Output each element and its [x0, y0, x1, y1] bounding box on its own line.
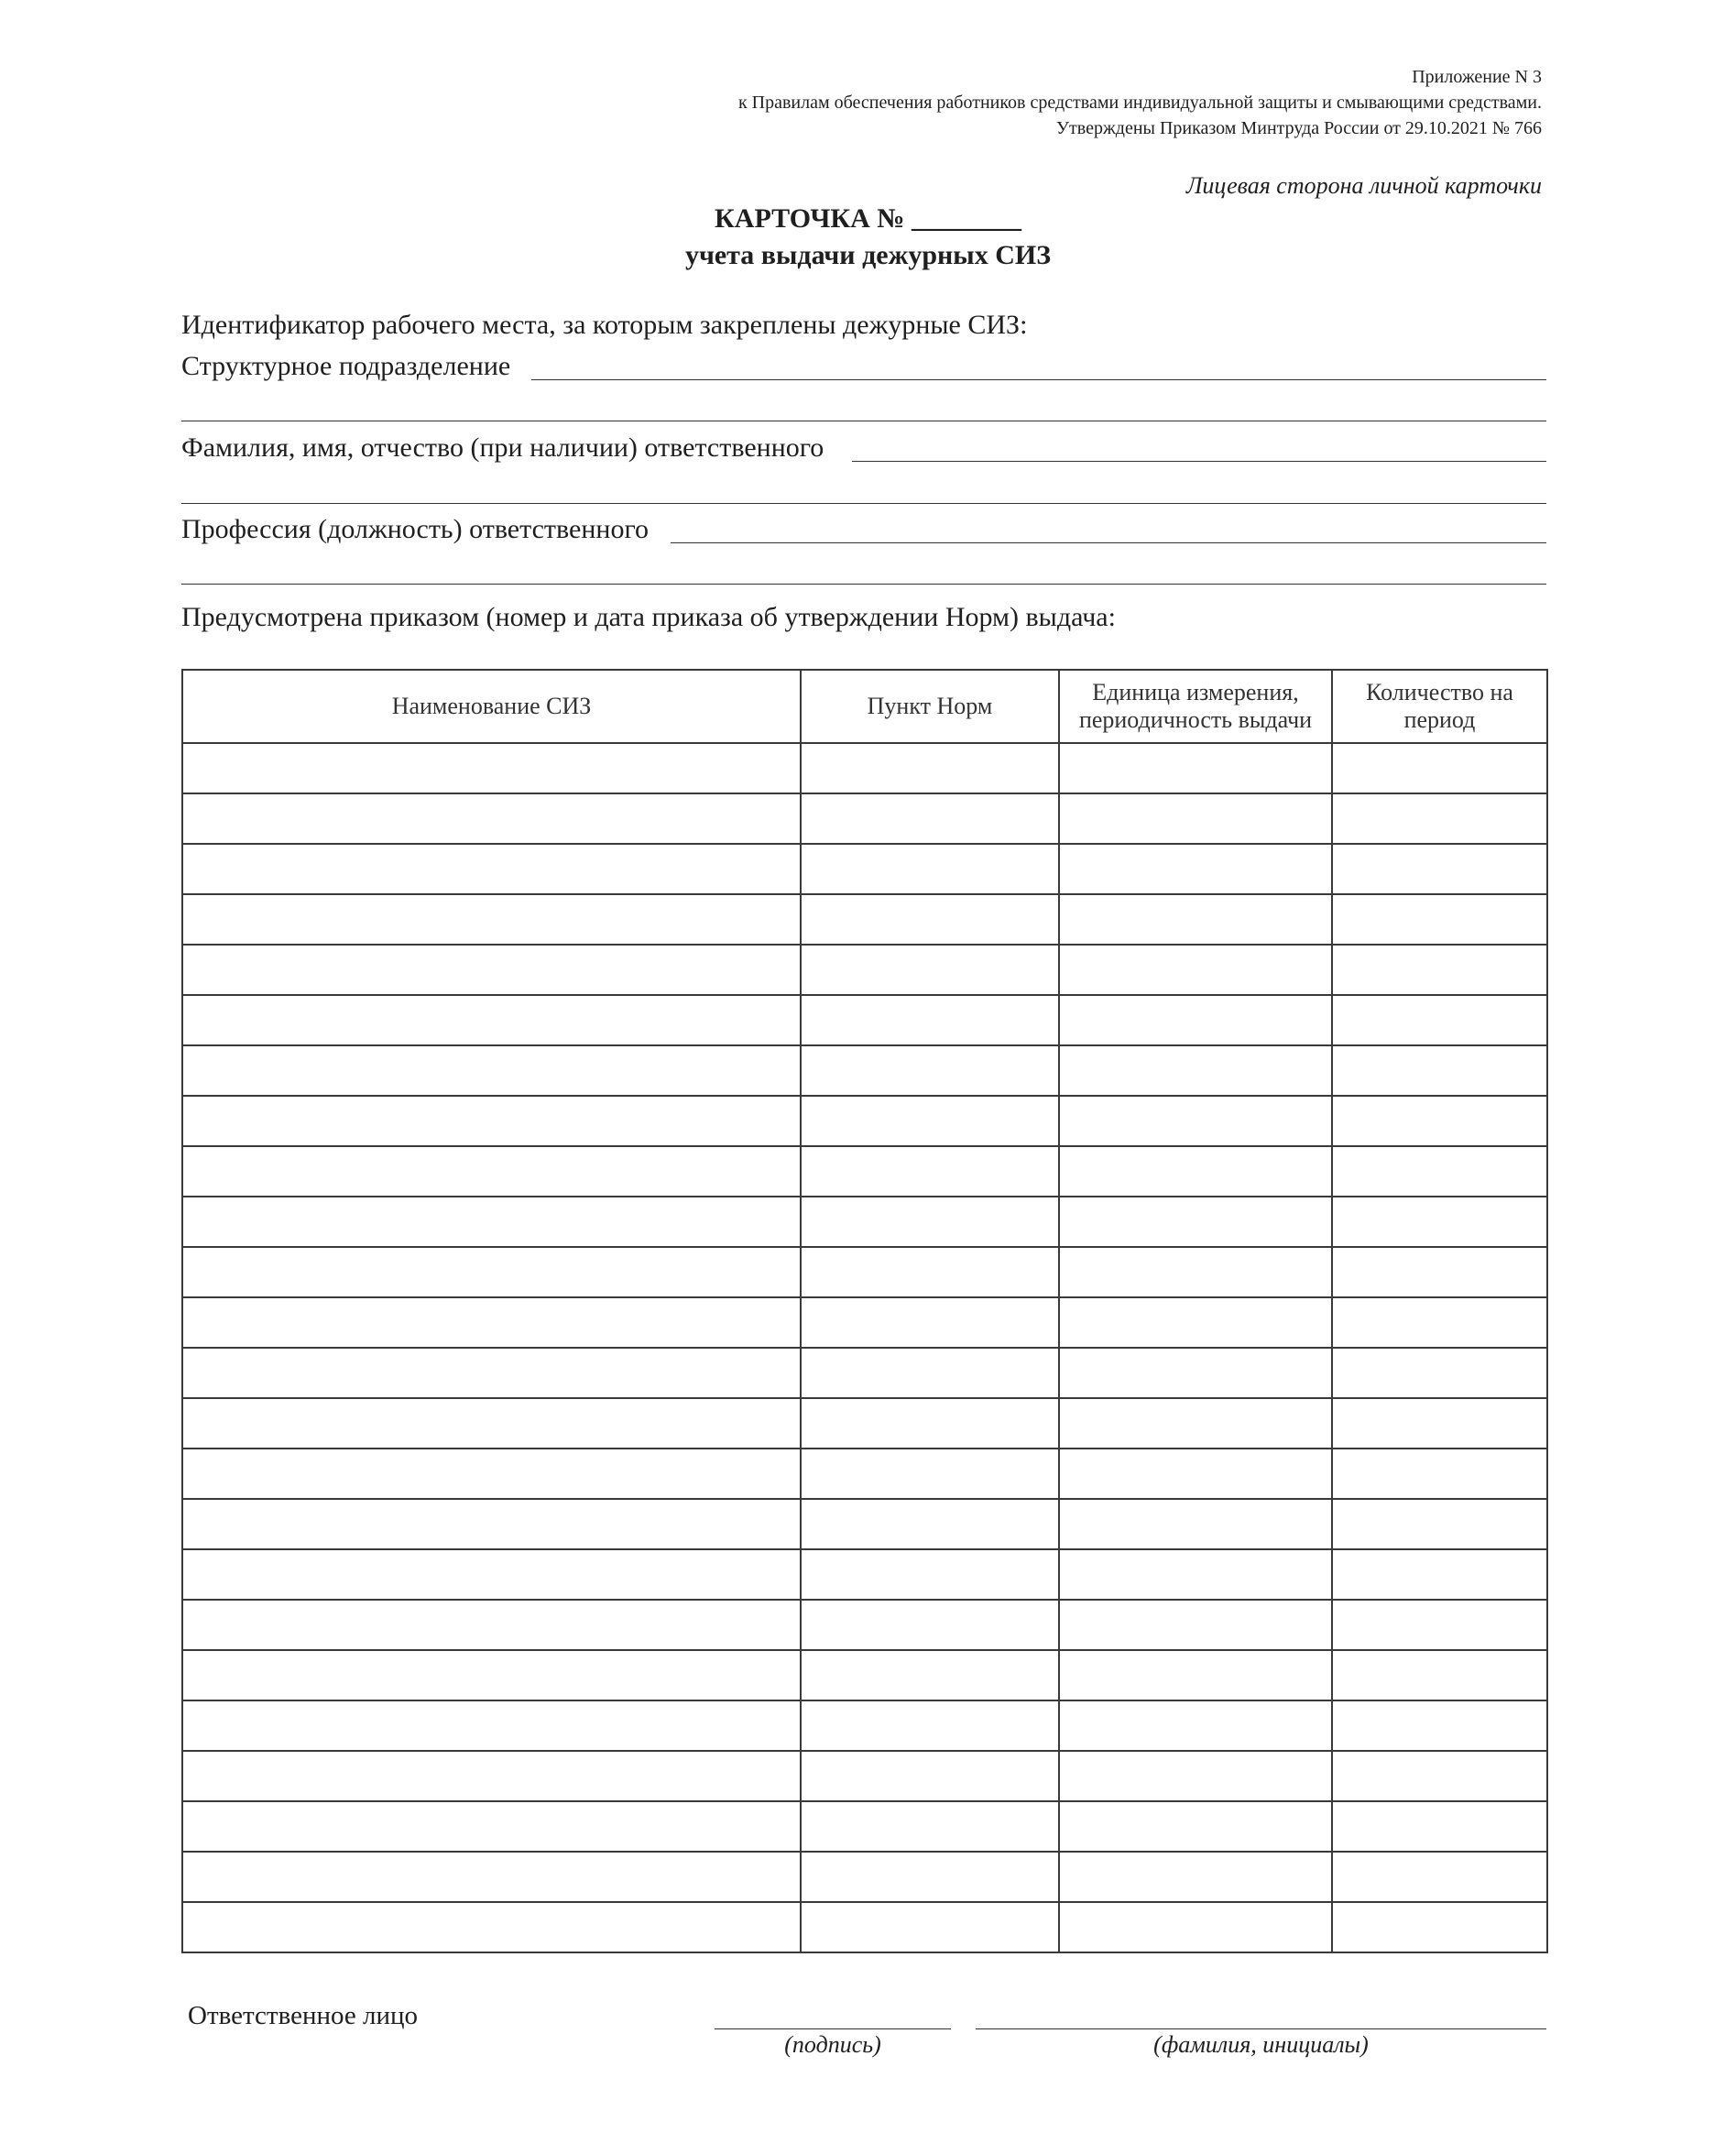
- responsible-position-label: Профессия (должность) ответственного: [181, 514, 649, 544]
- cell-quantity[interactable]: [1332, 894, 1547, 945]
- signature-caption: (подпись): [784, 2031, 881, 2058]
- cell-unit-period[interactable]: [1059, 844, 1332, 894]
- cell-unit-period[interactable]: [1059, 1700, 1332, 1751]
- cell-norm-item[interactable]: [801, 793, 1059, 844]
- table-row: [182, 1096, 1547, 1146]
- cell-quantity[interactable]: [1332, 1096, 1547, 1146]
- cell-norm-item[interactable]: [801, 995, 1059, 1045]
- workplace-id-label: Идентификатор рабочего места, за которым закреплены дежурные СИЗ:: [181, 310, 1028, 340]
- cell-quantity[interactable]: [1332, 793, 1547, 844]
- table-row: [182, 1600, 1547, 1650]
- cell-quantity[interactable]: [1332, 844, 1547, 894]
- cell-quantity[interactable]: [1332, 1852, 1547, 1902]
- table-row: [182, 1045, 1547, 1096]
- rules-reference: к Правилам обеспечения работников средствами индивидуальной защиты и смывающими средствами.: [737, 93, 1542, 113]
- table-row: [182, 1650, 1547, 1700]
- side-label: Лицевая сторона личной карточки: [1185, 172, 1542, 199]
- cell-norm-item[interactable]: [801, 1700, 1059, 1751]
- table-row: [182, 1852, 1547, 1902]
- column-header-siz-name: Наименование СИЗ: [182, 670, 801, 743]
- cell-siz-name[interactable]: [182, 945, 801, 995]
- cell-unit-period[interactable]: [1059, 894, 1332, 945]
- cell-siz-name[interactable]: [182, 1045, 801, 1096]
- cell-norm-item[interactable]: [801, 1096, 1059, 1146]
- table-row: [182, 793, 1547, 844]
- cell-norm-item[interactable]: [801, 844, 1059, 894]
- appendix-number: Приложение N 3: [1412, 67, 1542, 87]
- cell-quantity[interactable]: [1332, 1146, 1547, 1197]
- cell-siz-name[interactable]: [182, 1348, 801, 1398]
- cell-norm-item[interactable]: [801, 1751, 1059, 1801]
- name-initials-field[interactable]: [976, 2028, 1546, 2029]
- cell-siz-name[interactable]: [182, 743, 801, 793]
- name-initials-caption: (фамилия, инициалы): [1153, 2031, 1369, 2058]
- cell-quantity[interactable]: [1332, 945, 1547, 995]
- cell-siz-name[interactable]: [182, 1096, 801, 1146]
- cell-siz-name[interactable]: [182, 1902, 801, 1952]
- cell-unit-period[interactable]: [1059, 1197, 1332, 1247]
- table-row: [182, 1902, 1547, 1952]
- cell-norm-item[interactable]: [801, 1902, 1059, 1952]
- table-row: [182, 1700, 1547, 1751]
- cell-siz-name[interactable]: [182, 1650, 801, 1700]
- cell-unit-period[interactable]: [1059, 1348, 1332, 1398]
- cell-unit-period[interactable]: [1059, 1801, 1332, 1852]
- cell-siz-name[interactable]: [182, 995, 801, 1045]
- table-row: [182, 844, 1547, 894]
- responsible-position-field[interactable]: [671, 542, 1546, 543]
- cell-siz-name[interactable]: [182, 1700, 801, 1751]
- cell-quantity[interactable]: [1332, 1499, 1547, 1549]
- cell-siz-name[interactable]: [182, 844, 801, 894]
- column-header-quantity: Количество на период: [1332, 670, 1547, 743]
- cell-quantity[interactable]: [1332, 995, 1547, 1045]
- table-row: [182, 1197, 1547, 1247]
- responsible-name-label: Фамилия, имя, отчество (при наличии) ответственного: [181, 432, 824, 463]
- cell-unit-period[interactable]: [1059, 1902, 1332, 1952]
- cell-siz-name[interactable]: [182, 1600, 801, 1650]
- cell-siz-name[interactable]: [182, 1751, 801, 1801]
- cell-unit-period[interactable]: [1059, 995, 1332, 1045]
- cell-siz-name[interactable]: [182, 1297, 801, 1348]
- cell-unit-period[interactable]: [1059, 1146, 1332, 1197]
- order-label: Предусмотрена приказом (номер и дата приказа об утверждении Норм) выдача:: [181, 602, 1116, 632]
- table-row: [182, 1297, 1547, 1348]
- cell-norm-item[interactable]: [801, 1852, 1059, 1902]
- cell-unit-period[interactable]: [1059, 1398, 1332, 1449]
- cell-norm-item[interactable]: [801, 1398, 1059, 1449]
- cell-unit-period[interactable]: [1059, 1499, 1332, 1549]
- card-title: КАРТОЧКА № ________: [715, 203, 1021, 234]
- table-row: [182, 1146, 1547, 1197]
- cell-quantity[interactable]: [1332, 1600, 1547, 1650]
- cell-quantity[interactable]: [1332, 1197, 1547, 1247]
- responsible-name-field-line-2[interactable]: [181, 503, 1546, 504]
- cell-quantity[interactable]: [1332, 1902, 1547, 1952]
- cell-norm-item[interactable]: [801, 743, 1059, 793]
- cell-quantity[interactable]: [1332, 1449, 1547, 1499]
- cell-unit-period[interactable]: [1059, 1045, 1332, 1096]
- cell-unit-period[interactable]: [1059, 1096, 1332, 1146]
- cell-norm-item[interactable]: [801, 945, 1059, 995]
- cell-norm-item[interactable]: [801, 1146, 1059, 1197]
- cell-norm-item[interactable]: [801, 1600, 1059, 1650]
- cell-unit-period[interactable]: [1059, 1852, 1332, 1902]
- cell-quantity[interactable]: [1332, 1801, 1547, 1852]
- cell-norm-item[interactable]: [801, 1297, 1059, 1348]
- cell-quantity[interactable]: [1332, 1700, 1547, 1751]
- cell-quantity[interactable]: [1332, 1045, 1547, 1096]
- cell-unit-period[interactable]: [1059, 1549, 1332, 1600]
- table-row: [182, 1247, 1547, 1297]
- cell-quantity[interactable]: [1332, 743, 1547, 793]
- cell-norm-item[interactable]: [801, 1247, 1059, 1297]
- cell-quantity[interactable]: [1332, 1751, 1547, 1801]
- cell-norm-item[interactable]: [801, 1499, 1059, 1549]
- cell-siz-name[interactable]: [182, 1801, 801, 1852]
- cell-norm-item[interactable]: [801, 1801, 1059, 1852]
- cell-norm-item[interactable]: [801, 1348, 1059, 1398]
- column-header-unit-period: Единица измерения, периодичность выдачи: [1059, 670, 1332, 743]
- cell-quantity[interactable]: [1332, 1297, 1547, 1348]
- cell-siz-name[interactable]: [182, 1146, 801, 1197]
- table-row: [182, 1449, 1547, 1499]
- cell-siz-name[interactable]: [182, 1449, 801, 1499]
- table-row: [182, 1549, 1547, 1600]
- cell-siz-name[interactable]: [182, 1247, 801, 1297]
- responsible-person-label: Ответственное лицо: [188, 2001, 419, 2030]
- cell-norm-item[interactable]: [801, 1449, 1059, 1499]
- table-row: [182, 995, 1547, 1045]
- cell-unit-period[interactable]: [1059, 1600, 1332, 1650]
- cell-norm-item[interactable]: [801, 1045, 1059, 1096]
- cell-unit-period[interactable]: [1059, 1751, 1332, 1801]
- cell-quantity[interactable]: [1332, 1650, 1547, 1700]
- table-row: [182, 894, 1547, 945]
- department-label: Структурное подразделение: [181, 351, 511, 381]
- siz-table: [181, 669, 1548, 1953]
- cell-quantity[interactable]: [1332, 1247, 1547, 1297]
- table-body: [182, 743, 1547, 1952]
- card-subtitle: учета выдачи дежурных СИЗ: [684, 240, 1052, 270]
- cell-unit-period[interactable]: [1059, 793, 1332, 844]
- cell-siz-name[interactable]: [182, 1499, 801, 1549]
- cell-siz-name[interactable]: [182, 1852, 801, 1902]
- cell-norm-item[interactable]: [801, 1650, 1059, 1700]
- cell-unit-period[interactable]: [1059, 1297, 1332, 1348]
- cell-siz-name[interactable]: [182, 1197, 801, 1247]
- column-header-norm-item: Пункт Норм: [801, 670, 1059, 743]
- cell-unit-period[interactable]: [1059, 1449, 1332, 1499]
- signature-field[interactable]: [715, 2028, 951, 2029]
- cell-siz-name[interactable]: [182, 1398, 801, 1449]
- department-field[interactable]: [531, 379, 1546, 380]
- approval-reference: Утверждены Приказом Минтруда России от 29.10.2021 № 766: [1055, 118, 1542, 138]
- cell-unit-period[interactable]: [1059, 1247, 1332, 1297]
- cell-siz-name[interactable]: [182, 894, 801, 945]
- responsible-position-field-line-2[interactable]: [181, 584, 1546, 585]
- cell-quantity[interactable]: [1332, 1348, 1547, 1398]
- cell-unit-period[interactable]: [1059, 743, 1332, 793]
- table-row: [182, 743, 1547, 793]
- cell-quantity[interactable]: [1332, 1398, 1547, 1449]
- table-row: [182, 1499, 1547, 1549]
- table-row: [182, 1801, 1547, 1852]
- cell-norm-item[interactable]: [801, 1197, 1059, 1247]
- cell-siz-name[interactable]: [182, 793, 801, 844]
- cell-unit-period[interactable]: [1059, 945, 1332, 995]
- cell-norm-item[interactable]: [801, 1549, 1059, 1600]
- cell-unit-period[interactable]: [1059, 1650, 1332, 1700]
- table-row: [182, 1348, 1547, 1398]
- table-header-row: [182, 670, 1547, 743]
- cell-quantity[interactable]: [1332, 1549, 1547, 1600]
- responsible-name-field[interactable]: [852, 461, 1546, 462]
- cell-norm-item[interactable]: [801, 894, 1059, 945]
- table-row: [182, 945, 1547, 995]
- table-row: [182, 1398, 1547, 1449]
- table-row: [182, 1751, 1547, 1801]
- cell-siz-name[interactable]: [182, 1549, 801, 1600]
